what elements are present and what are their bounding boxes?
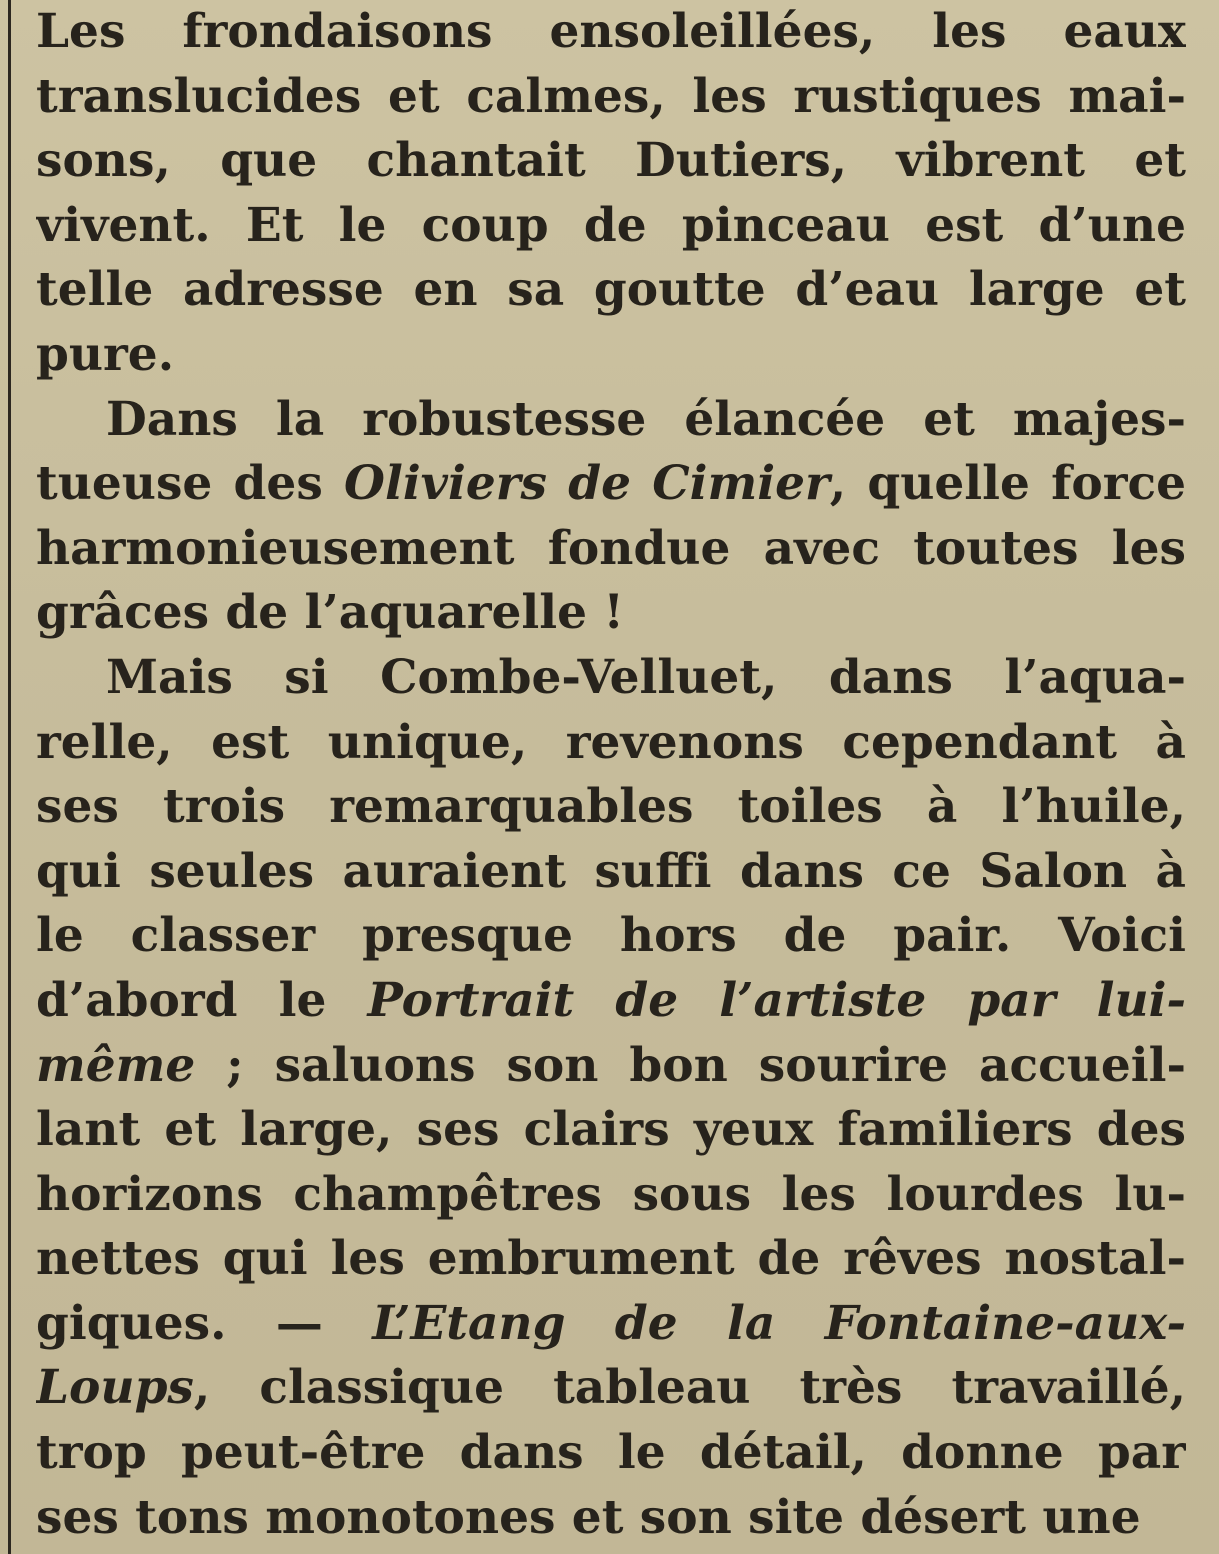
text-run: tueuse des xyxy=(36,456,345,512)
text-line: translucides et calmes, les rustiques mai- xyxy=(36,68,1186,124)
text-line: Mais si Combe-Velluet, dans l’aqua- xyxy=(106,649,1186,705)
text-line: telle adresse en sa goutte d’eau large et xyxy=(36,262,1186,318)
italic-title: Oliviers de Cimier xyxy=(344,456,830,512)
text-line xyxy=(36,969,1186,1034)
text-line: grâces de l’aquarelle ! xyxy=(36,585,624,641)
text-line xyxy=(36,1292,1186,1357)
text-line: pure. xyxy=(36,326,175,382)
text-line: sons, que chantait Dutiers, vibrent et xyxy=(36,133,1186,189)
text-line: relle, est unique, revenons cependant à xyxy=(36,714,1186,770)
text-line: lant et large, ses clairs yeux familiers des xyxy=(36,1102,1186,1158)
text-line: harmonieusement fondue avec toutes les xyxy=(36,520,1186,576)
text-run: , quelle force xyxy=(829,456,1186,512)
text-line xyxy=(36,452,1186,517)
text-line: trop peut-être dans le détail, donne par xyxy=(36,1425,1186,1481)
text-run: d’abord le xyxy=(36,972,368,1028)
italic-title: L’Etang de la Fontaine-aux- xyxy=(372,1295,1186,1351)
text-line: nettes qui les embrument de rêves nostal- xyxy=(36,1231,1186,1287)
text-line: qui seules auraient suffi dans ce Salon à xyxy=(36,843,1186,899)
italic-title: même xyxy=(36,1037,196,1093)
text-run: ; saluons son bon sourire accueil- xyxy=(195,1037,1186,1093)
italic-title: Loups xyxy=(36,1360,194,1416)
text-line: Dans la robustesse élancée et majes- xyxy=(106,391,1186,447)
article-column xyxy=(36,0,1186,1550)
text-line xyxy=(36,1034,1186,1099)
text-run: giques. — xyxy=(36,1295,373,1351)
text-line: vivent. Et le coup de pinceau est d’une xyxy=(36,197,1186,253)
text-run: , classique tableau très travaillé, xyxy=(193,1360,1186,1416)
text-line: Les frondaisons ensoleillées, les eaux xyxy=(36,4,1186,59)
italic-title: Portrait de l’artiste par lui- xyxy=(367,972,1186,1028)
text-line: le classer presque hors de pair. Voici xyxy=(36,908,1186,964)
text-line xyxy=(36,1356,1186,1421)
text-line: horizons champêtres sous les lourdes lu- xyxy=(36,1166,1186,1222)
column-rule xyxy=(8,0,11,1554)
text-line: ses trois remarquables toiles à l’huile, xyxy=(36,779,1186,835)
text-line: ses tons monotones et son site désert une xyxy=(36,1489,1141,1545)
